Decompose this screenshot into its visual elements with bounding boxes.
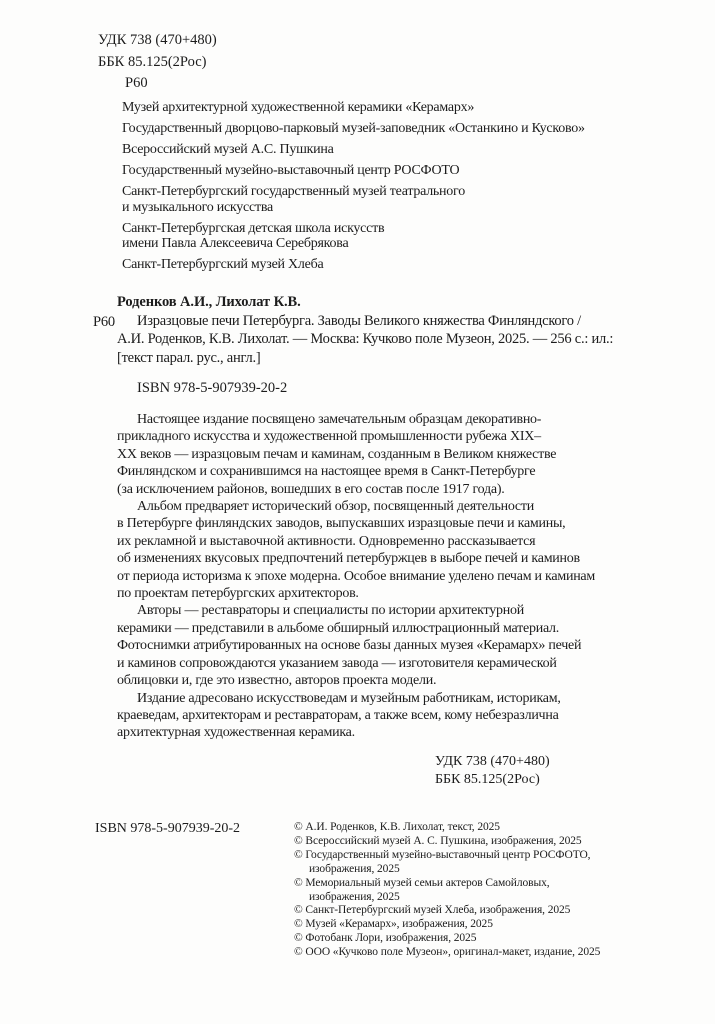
- classification-block-top: [98, 30, 217, 95]
- udk-code: УДК 738 (470+480): [435, 754, 550, 769]
- organization-line: Санкт-Петербургский государственный музей театрального: [122, 184, 465, 199]
- organization-line: и музыкального искусства: [122, 199, 273, 215]
- copyright-line: изображения, 2025: [309, 862, 400, 875]
- bbk-code: ББК 85.125(2Рос): [98, 53, 207, 70]
- copyright-item: [294, 877, 600, 905]
- annotation-line: в Петербурге финляндских заводов, выпускавших изразцовые печи и камины,: [117, 516, 566, 532]
- copyright-item: [294, 849, 600, 877]
- annotation-line: Финляндском и сохранившимся на настоящее время в Санкт-Петербурге: [117, 464, 536, 480]
- annotation-line: и каминов сопровождаются указанием завода — изготовителя керамической: [117, 655, 557, 671]
- annotation-line: краеведам, архитекторам и реставраторам, а также всем, кому небезразлична: [117, 707, 559, 723]
- isbn-number: ISBN 978-5-907939-20-2: [95, 821, 241, 836]
- catalog-description-line: Изразцовые печи Петербурга. Заводы Великого княжества Финляндского /: [137, 312, 581, 329]
- organization-item: [122, 257, 585, 273]
- copyright-line: © ООО «Кучково поле Музеон», оригинал-макет, издание, 2025: [294, 946, 601, 959]
- annotation-line: Фотоснимки атрибутированных на основе базы данных музея «Керамарх» печей: [117, 638, 582, 654]
- copyright-item: [294, 821, 600, 835]
- annotation-line: Настоящее издание посвящено замечательным образцам декоративно-: [137, 412, 542, 427]
- annotation-line: от периода историзма к эпохе модерна. Особое внимание уделено печам и каминам: [117, 568, 596, 584]
- annotation-line: Авторы — реставраторы и специалисты по истории архитектурной: [137, 603, 524, 619]
- catalog-description-line: А.И. Роденков, К.В. Лихолат. — Москва: Кучково поле Музеон, 2025. — 256 с.: ил.:: [117, 331, 614, 347]
- annotation-line: Издание адресовано искусствоведам и музейным работникам, историкам,: [137, 690, 561, 706]
- organization-item: [122, 121, 585, 137]
- copyright-line: © Мемориальный музей семьи актеров Самойловых,: [294, 876, 550, 889]
- author-sign: Р60: [93, 313, 115, 330]
- classification-block-bottom: [435, 753, 550, 789]
- annotation-line: керамики — представили в альбоме обширный иллюстрационный материал.: [117, 620, 560, 636]
- annotation-line: архитектурная художественная керамика.: [117, 725, 355, 741]
- organization-line: имени Павла Алексеевича Серебрякова: [122, 236, 349, 251]
- copyright-list: [294, 821, 600, 960]
- copyright-line: © Всероссийский музей А. С. Пушкина, изображения, 2025: [294, 834, 582, 847]
- bbk-code: ББК 85.125(2Рос): [435, 772, 540, 787]
- copyright-item: [294, 932, 600, 946]
- authors-heading: Роденков А.И., Лихолат К.В.: [117, 294, 301, 310]
- organization-line: Государственный дворцово-парковый музей-заповедник «Останкино и Кусково»: [122, 121, 585, 136]
- catalog-card-description: [93, 312, 613, 368]
- copyright-item: [294, 918, 600, 932]
- copyright-item: [294, 904, 600, 918]
- copyright-line: © Санкт-Петербургский музей Хлеба, изображения, 2025: [294, 904, 571, 917]
- annotation-line: XX веков — изразцовым печам и каминам, созданным в Великом княжестве: [117, 446, 557, 462]
- organization-line: Государственный музейно-выставочный центр РОСФОТО: [122, 163, 460, 178]
- organization-line: Всероссийский музей А.С. Пушкина: [122, 142, 334, 157]
- organization-line: Санкт-Петербургская детская школа искусств: [122, 220, 385, 236]
- annotation-line: прикладного искусства и художественной промышленности рубежа XIX–: [117, 429, 541, 445]
- copyright-item: [294, 946, 600, 960]
- copyright-line: © Фотобанк Лори, изображения, 2025: [294, 932, 477, 945]
- annotation-line: по проектам петербургских архитекторов.: [117, 586, 359, 602]
- annotation-line: облицовки и, где это известно, авторов проекта модели.: [117, 673, 437, 689]
- catalog-description-line: [текст парал. рус., англ.]: [117, 349, 261, 366]
- copyright-item: [294, 835, 600, 849]
- copyright-line: © Государственный музейно-выставочный центр РОСФОТО,: [294, 848, 591, 861]
- udk-code: УДК 738 (470+480): [98, 32, 217, 48]
- copyright-line: © Музей «Керамарх», изображения, 2025: [294, 918, 493, 931]
- annotation-line: об изменениях вкусовых предпочтений петербуржцев в выборе печей и каминов: [117, 551, 580, 567]
- annotation-text: [117, 411, 595, 742]
- author-sign: Р60: [125, 75, 148, 91]
- annotation-line: Альбом предваряет исторический обзор, посвященный деятельности: [137, 499, 535, 515]
- organization-item: [122, 221, 585, 252]
- organization-item: [122, 184, 585, 215]
- copyright-line: изображения, 2025: [309, 890, 400, 903]
- catalog-card: [93, 293, 613, 398]
- organizations-list: [122, 100, 585, 278]
- organization-line: Музей архитектурной художественной керамики «Керамарх»: [122, 100, 475, 115]
- isbn-number: ISBN 978-5-907939-20-2: [137, 380, 288, 396]
- organization-line: Санкт-Петербургский музей Хлеба: [122, 257, 324, 272]
- organization-item: [122, 100, 585, 116]
- annotation-line: (за исключением районов, вошедших в его состав после 1917 года).: [117, 481, 505, 497]
- organization-item: [122, 142, 585, 158]
- organization-item: [122, 163, 585, 179]
- copyright-line: © А.И. Роденков, К.В. Лихолат, текст, 2025: [294, 821, 500, 833]
- annotation-line: их рекламной и выставочной активности. Одновременно рассказывается: [117, 533, 536, 549]
